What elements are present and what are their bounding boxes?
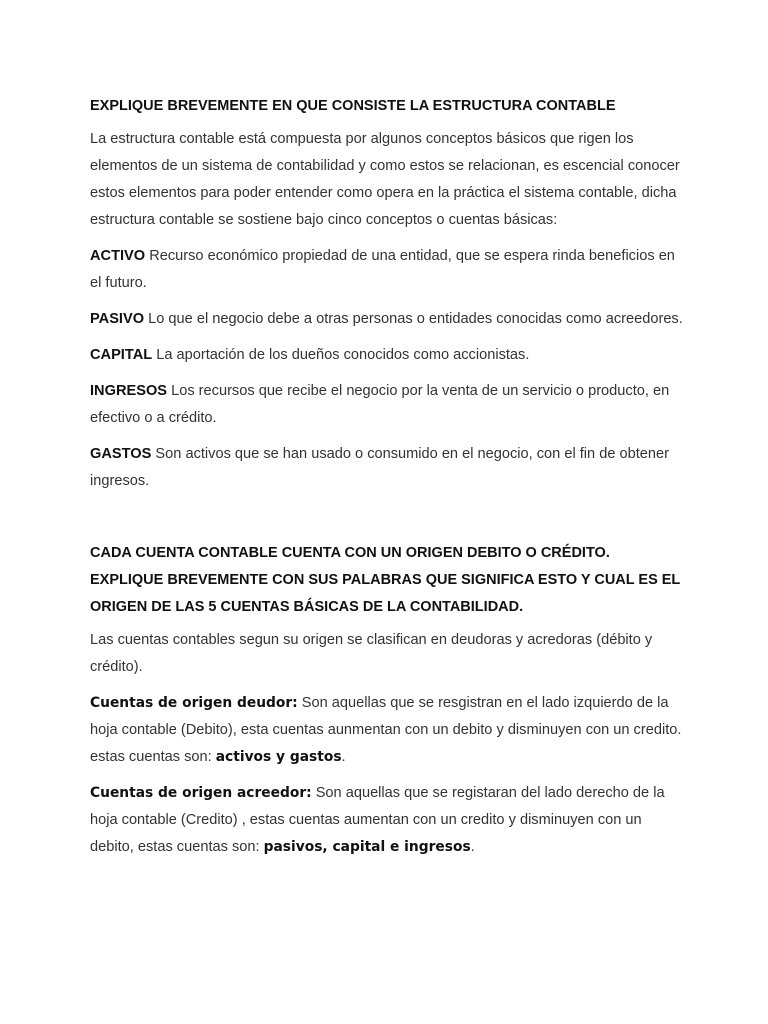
concept-definition: Lo que el negocio debe a otras personas o entidades conocidas como acreedores. xyxy=(144,311,683,327)
concept-activo xyxy=(90,243,685,297)
deudor-term: Cuentas de origen deudor: xyxy=(90,695,298,711)
section2-heading: CADA CUENTA CONTABLE CUENTA CON UN ORIGEN DEBITO O CRÉDITO. EXPLIQUE BREVEMENTE CON SUS PALABRAS QUE SIGNIFICA ESTO Y CUAL ES EL ORIGEN DE LAS 5 CUENTAS BÁSICAS DE LA CONTABILIDAD. xyxy=(90,545,681,615)
deudor-text: Son aquellas que se resgistran en el lado izquierdo de la hoja contable (Debito), esta cuentas aunmentan con un debito y disminuyen con un credito. estas cuentas son: xyxy=(90,695,682,765)
concept-definition: Los recursos que recibe el negocio por la venta de un servicio o producto, en efectivo o a crédito. xyxy=(90,383,670,426)
acreedor-text: Son aquellas que se registaran del lado derecho de la hoja contable (Credito) , estas cuentas aumentan con un credito y disminuyen con un debito, estas cuentas son: xyxy=(90,785,665,855)
concept-ingresos xyxy=(90,378,685,432)
concept-term: GASTOS xyxy=(90,446,152,462)
concept-gastos xyxy=(90,441,685,495)
acreedor-accounts: pasivos, capital e ingresos xyxy=(263,839,471,855)
acreedor-paragraph xyxy=(90,780,685,861)
section-spacer xyxy=(90,504,685,540)
concept-term: ACTIVO xyxy=(90,248,146,264)
concept-term: CAPITAL xyxy=(90,347,153,363)
concept-definition: Son activos que se han usado o consumido en el negocio, con el fin de obtener ingresos. xyxy=(90,446,669,489)
acreedor-end: . xyxy=(470,839,475,855)
concept-pasivo xyxy=(90,306,685,333)
deudor-paragraph xyxy=(90,690,685,771)
section1-heading: EXPLIQUE BREVEMENTE EN QUE CONSISTE LA ESTRUCTURA CONTABLE xyxy=(90,98,616,114)
concept-definition: Recurso económico propiedad de una entidad, que se espera rinda beneficios en el futuro. xyxy=(90,248,675,291)
concept-term: INGRESOS xyxy=(90,383,168,399)
section1-intro: La estructura contable está compuesta por algunos conceptos básicos que rigen los elementos de un sistema de contabilidad y como estos se relacionan, es escencial conocer estos elementos para poder entender como opera en la práctica el sistema contable, dicha estructura contable se sostiene bajo cinco conceptos o cuentas básicas: xyxy=(90,131,680,228)
deudor-accounts: activos y gastos xyxy=(215,749,342,765)
acreedor-term: Cuentas de origen acreedor: xyxy=(90,785,312,801)
section2-intro: Las cuentas contables segun su origen se clasifican en deudoras y acredoras (débito y crédito). xyxy=(90,632,653,675)
deudor-end: . xyxy=(341,749,346,765)
concept-term: PASIVO xyxy=(90,311,145,327)
concept-definition: La aportación de los dueños conocidos como accionistas. xyxy=(152,347,530,363)
concept-capital xyxy=(90,342,685,369)
document-page xyxy=(90,93,685,870)
